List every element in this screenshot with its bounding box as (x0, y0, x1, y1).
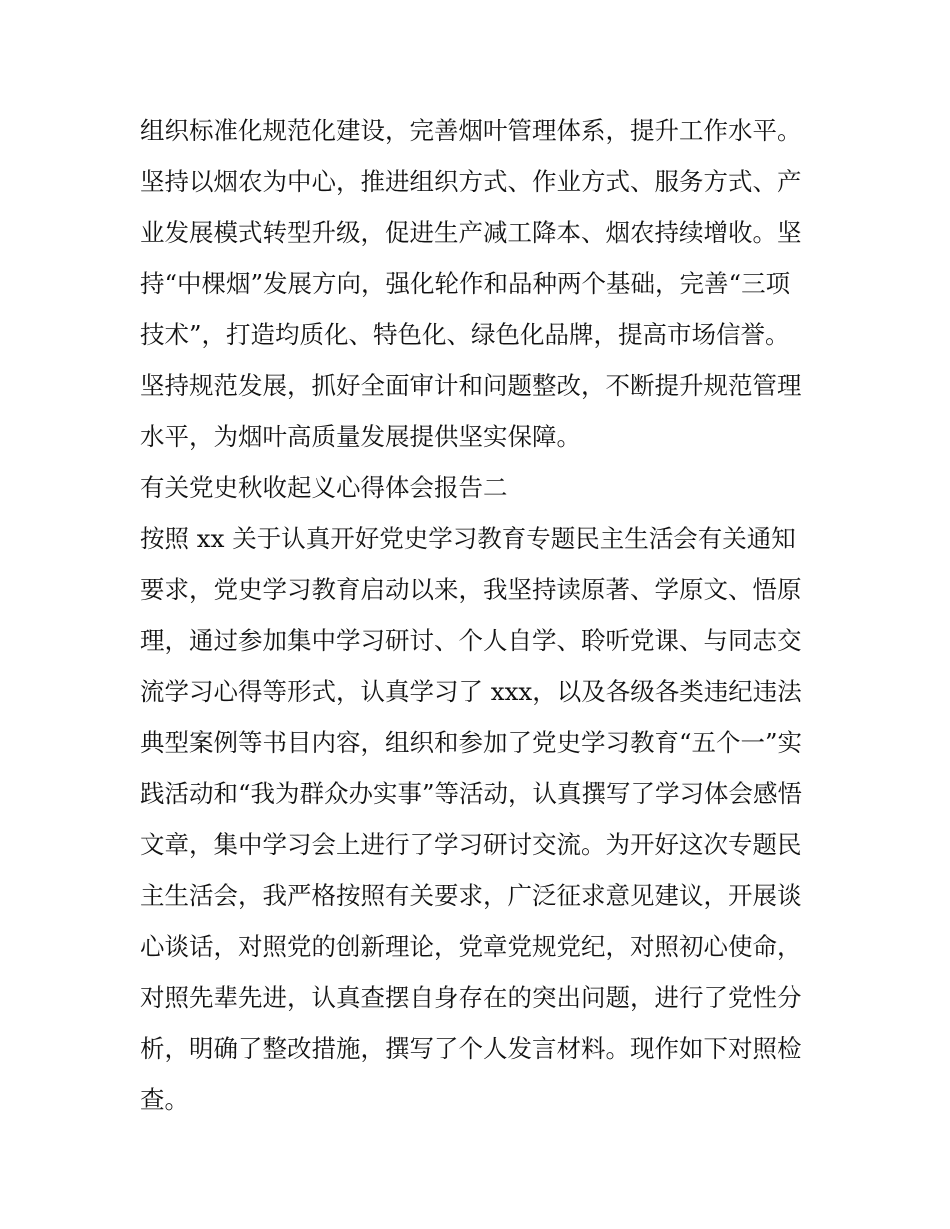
paragraph-line: 技术”，打造均质化、特色化、绿色化品牌，提高市场信誉。 (140, 320, 790, 349)
paragraph-line: 典型案例等书目内容，组织和参加了党史学习教育“五个一”实 (140, 728, 803, 757)
paragraph-line: 对照先辈先进，认真查摆自身存在的突出问题，进行了党性分 (140, 983, 802, 1012)
paragraph-line: 心谈话，对照党的创新理论，党章党规党纪，对照初心使命， (140, 932, 802, 961)
paragraph-line: 查。 (140, 1085, 189, 1114)
paragraph-line: 文章，集中学习会上进行了学习研讨交流。为开好这次专题民 (140, 830, 802, 859)
paragraph-line: 坚持规范发展，抓好全面审计和问题整改，不断提升规范管理 (140, 371, 802, 400)
section-heading: 有关党史秋收起义心得体会报告二 (140, 473, 508, 502)
paragraph-line: 水平，为烟叶高质量发展提供坚实保障。 (140, 422, 581, 451)
paragraph-line: 持“中棵烟”发展方向，强化轮作和品种两个基础，完善“三项 (140, 269, 791, 298)
paragraph-line: 坚持以烟农为中心，推进组织方式、作业方式、服务方式、产 (140, 167, 802, 196)
paragraph-line: 践活动和“我为群众办实事”等活动，认真撰写了学习体会感悟 (140, 779, 803, 808)
paragraph-line: 析，明确了整改措施，撰写了个人发言材料。现作如下对照检 (140, 1034, 802, 1063)
paragraph-line: 要求，党史学习教育启动以来，我坚持读原著、学原文、悟原 (140, 575, 802, 604)
paragraph-line: 理，通过参加集中学习研讨、个人自学、聆听党课、与同志交 (140, 626, 802, 655)
paragraph-line: 主生活会，我严格按照有关要求，广泛征求意见建议，开展谈 (140, 881, 802, 910)
paragraph-line: 业发展模式转型升级，促进生产减工降本、烟农持续增收。坚 (140, 218, 802, 247)
paragraph-line: 流学习心得等形式，认真学习了 xxx，以及各级各类违纪违法 (140, 677, 802, 706)
paragraph-line: 组织标准化规范化建设，完善烟叶管理体系，提升工作水平。 (140, 116, 802, 145)
paragraph-line: 按照 xx 关于认真开好党史学习教育专题民主生活会有关通知 (140, 524, 796, 553)
document-body (140, 105, 820, 1125)
